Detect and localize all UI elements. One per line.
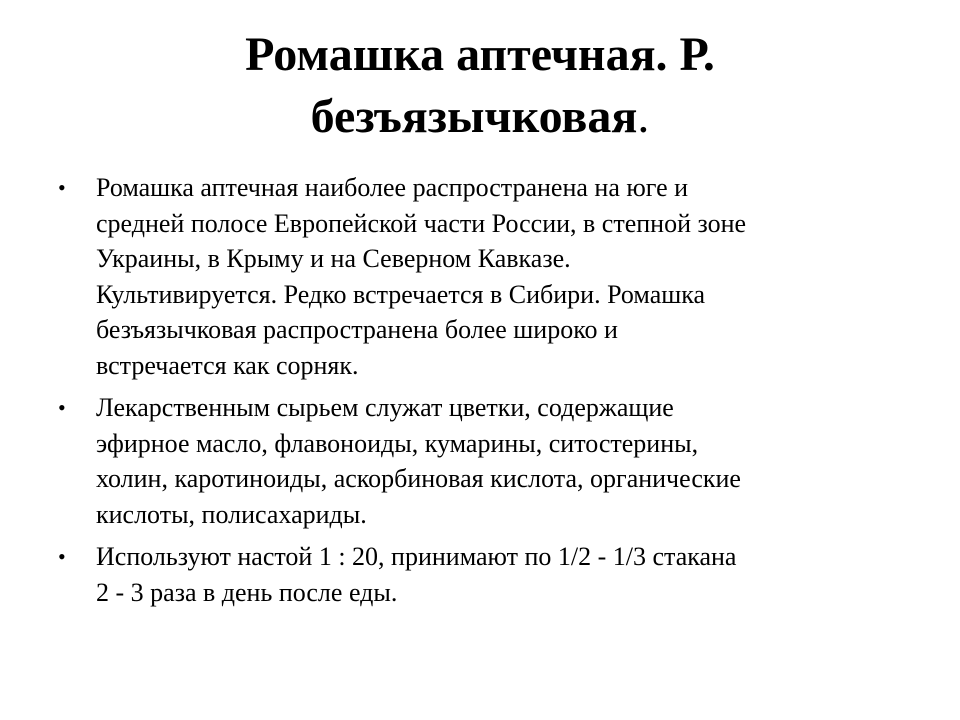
bullet-line: Лекарственным сырьем служат цветки, содержащие (96, 393, 674, 422)
slide-title-period: . (637, 90, 650, 143)
slide-title-line-2-text: безъязычковая (310, 90, 638, 143)
bullet-dot-icon: • (58, 395, 66, 420)
bullet-item-raw-material (58, 390, 908, 532)
bullet-list (58, 170, 908, 617)
slide-title (60, 24, 900, 148)
bullet-text (96, 539, 908, 610)
bullet-text (96, 170, 908, 383)
slide-title-line-1: Ромашка аптечная. Р. (245, 28, 715, 81)
bullet-line: кислоты, полисахариды. (96, 499, 367, 529)
bullet-line: Культивируется. Редко встречается в Сибири. Ромашка (96, 279, 706, 309)
bullet-line: холин, каротиноиды, аскорбиновая кислота, органические (96, 464, 741, 493)
bullet-item-usage (58, 539, 908, 610)
bullet-dot-icon: • (58, 175, 66, 200)
bullet-text (96, 390, 908, 532)
bullet-line: эфирное масло, флавоноиды, кумарины, ситостерины, (96, 428, 699, 458)
bullet-line: Украины, в Крыму и на Северном Кавказе. (96, 244, 571, 273)
bullet-dot-icon: • (58, 544, 66, 569)
bullet-line: 2 - 3 раза в день после еды. (96, 577, 398, 607)
bullet-line: средней полосе Европейской части России, в степной зоне (96, 208, 747, 238)
bullet-line: безъязычковая распространена более широко и (96, 315, 618, 344)
bullet-line: встречается как сорняк. (96, 350, 359, 380)
slide-title-line-2 (60, 86, 900, 148)
bullet-line: Ромашка аптечная наиболее распространена на юге и (96, 173, 689, 202)
bullet-line: Используют настой 1 : 20, принимают по 1/2 - 1/3 стакана (96, 542, 737, 571)
bullet-item-distribution (58, 170, 908, 383)
